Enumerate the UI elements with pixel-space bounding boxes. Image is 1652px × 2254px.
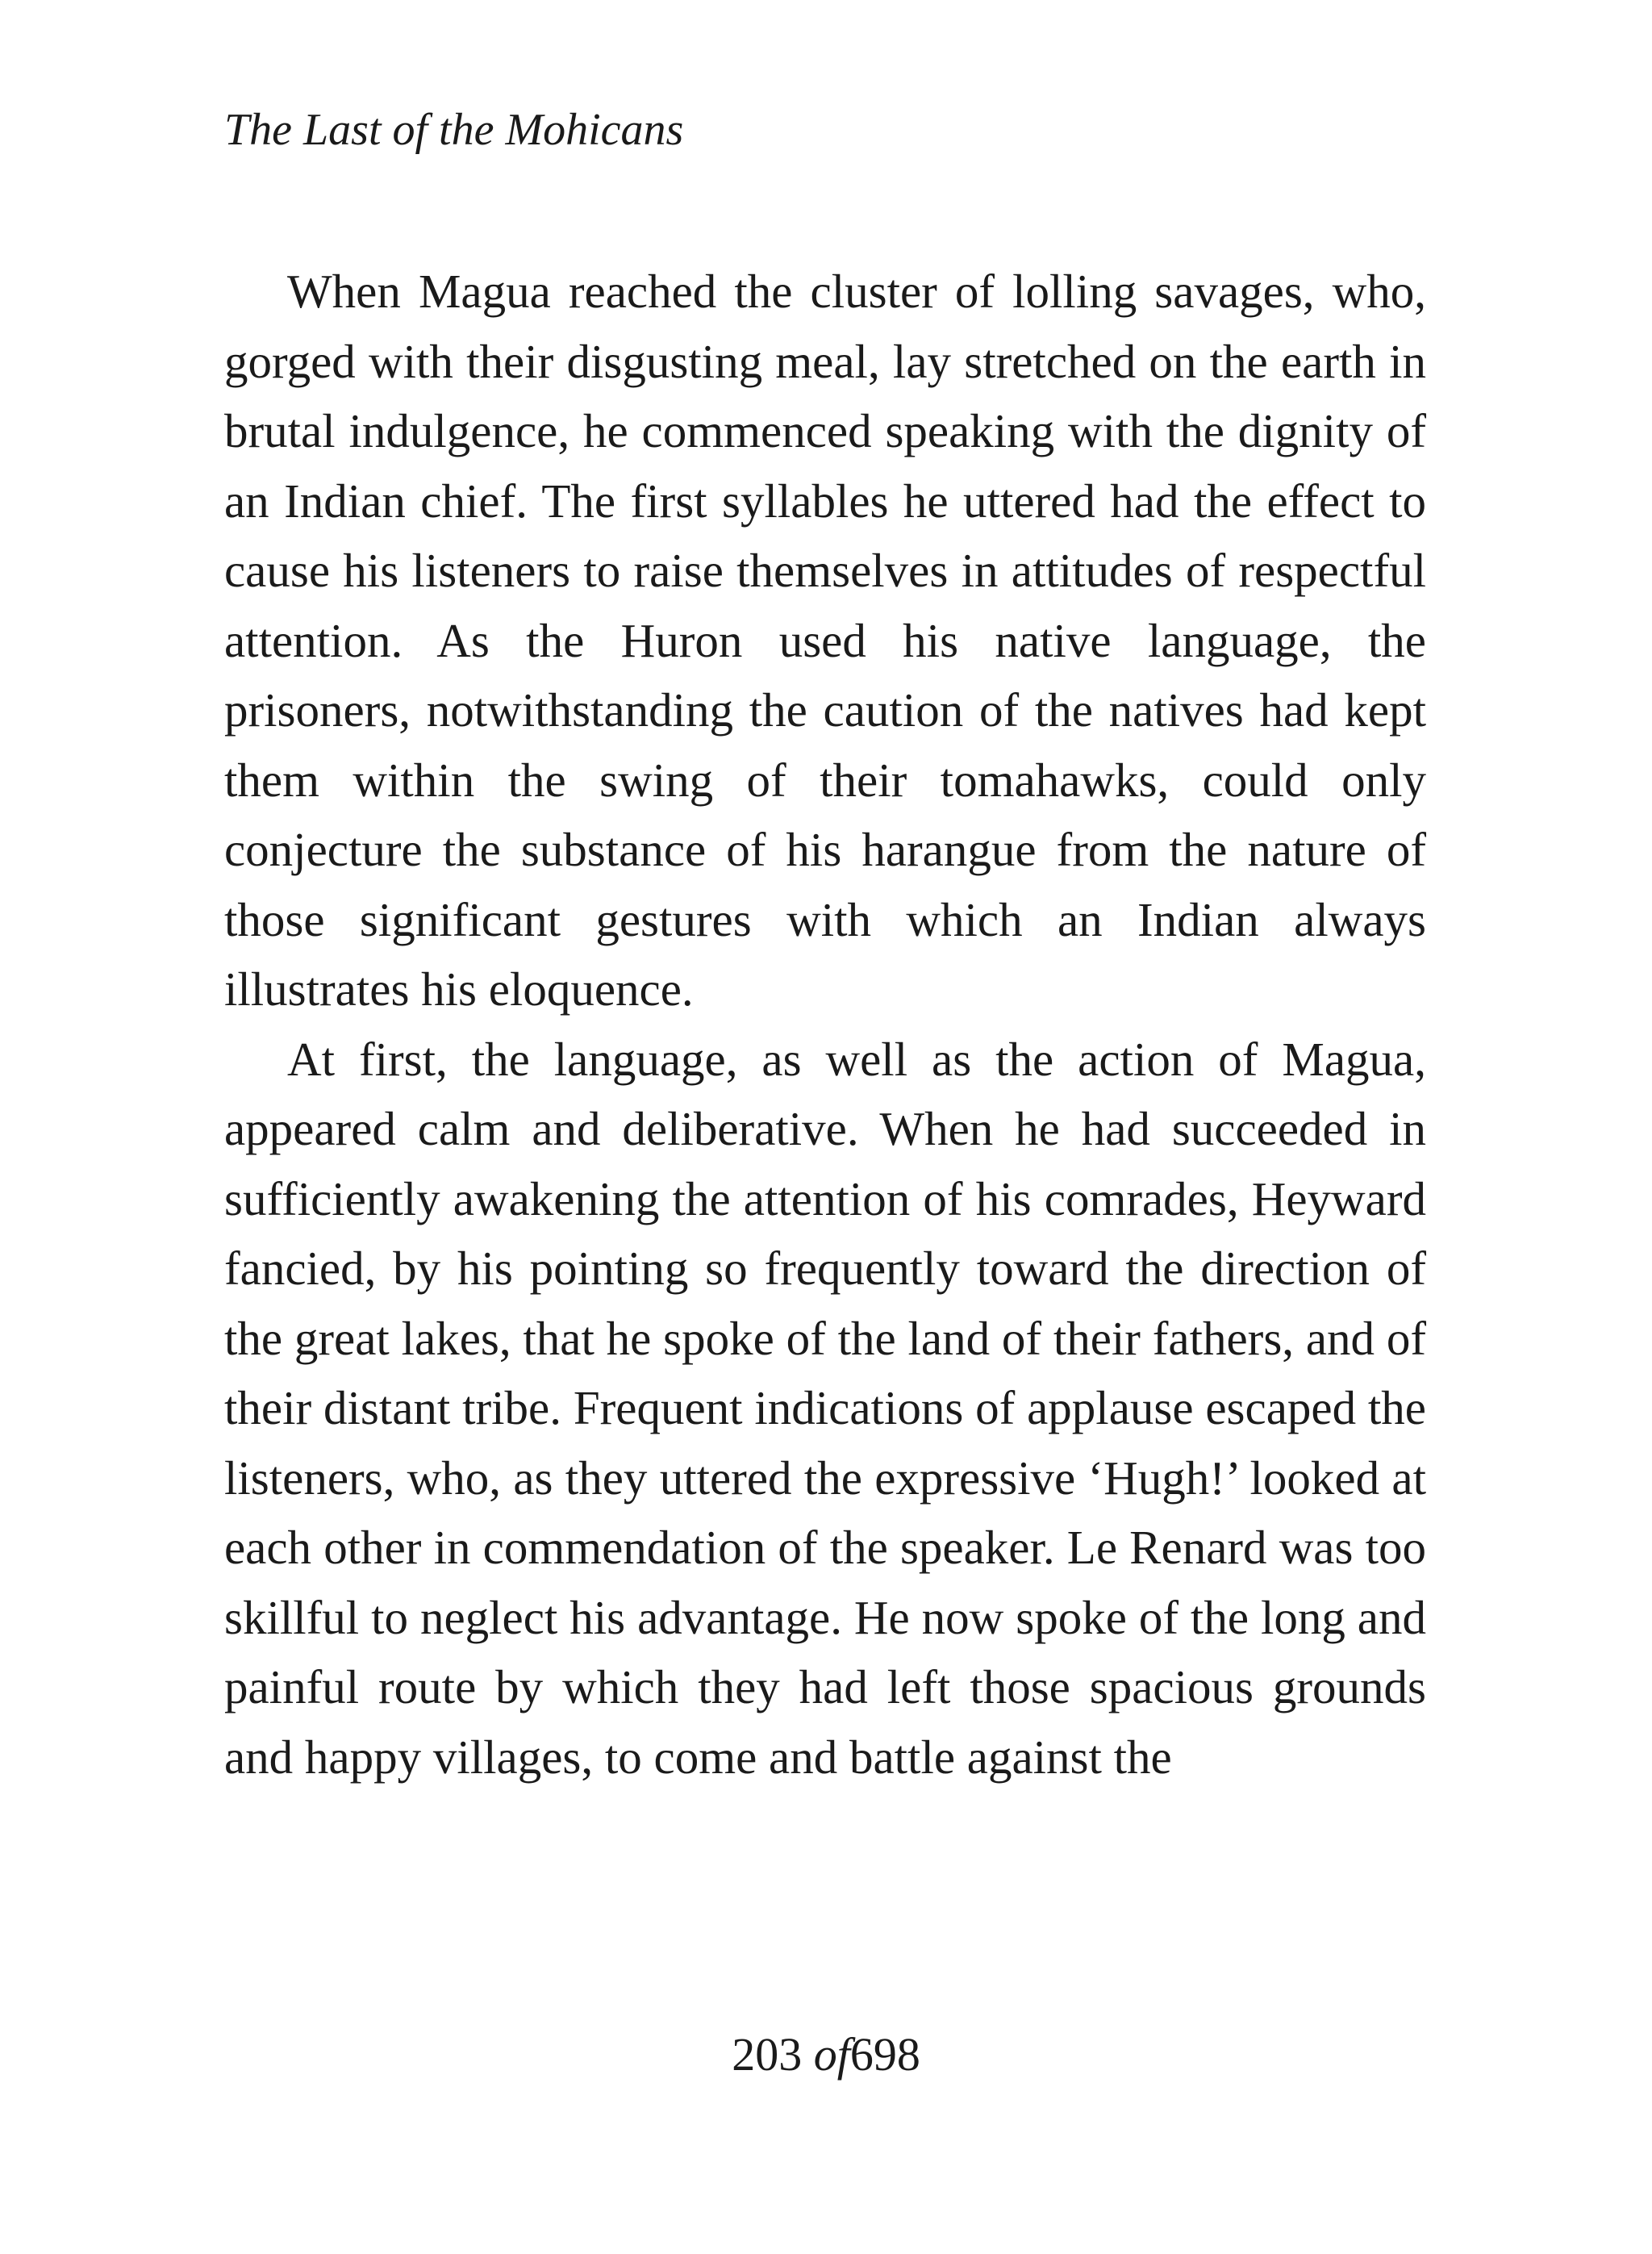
paragraph-1: When Magua reached the cluster of lolling savages, who, gorged with their disgusting meal, lay stretched on the earth in brutal indulgence, he commenced speaking with the dignity of an Indian chief. The first syllables he uttered had the effect to cause his listeners to raise themselves in attitudes of respectful attention. As the Huron used his native language, the prisoners, notwithstanding the caution of the natives had kept them within the swing of their tomahawks, could only conjecture the substance of his harangue from the nature of those significant gestures with which an Indian always illustrates his eloquence.	[224, 265, 1426, 1016]
running-head-title: The Last of the Mohicans	[224, 105, 684, 155]
current-page-number: 203	[732, 2028, 803, 2081]
page-body	[224, 257, 1426, 1792]
total-pages-number: 698	[849, 2028, 920, 2081]
paragraph-2: At first, the language, as well as the action of Magua, appeared calm and deliberative. When he had succeeded in sufficiently awakening the attention of his comrades, Heyward fancied, by his pointing so frequently toward the direction of the great lakes, that he spoke of the land of their fathers, and of their distant tribe. Frequent indications of applause escaped the listeners, who, as they uttered the expressive ‘Hugh!’ looked at each other in commendation of the speaker. Le Renard was too skillful to neglect his advantage. He now spoke of the long and painful route by which they had left those spacious grounds and happy villages, to come and battle against the	[224, 1032, 1426, 1784]
page-number-footer	[0, 2027, 1652, 2083]
page-of-label: of	[813, 2028, 850, 2081]
